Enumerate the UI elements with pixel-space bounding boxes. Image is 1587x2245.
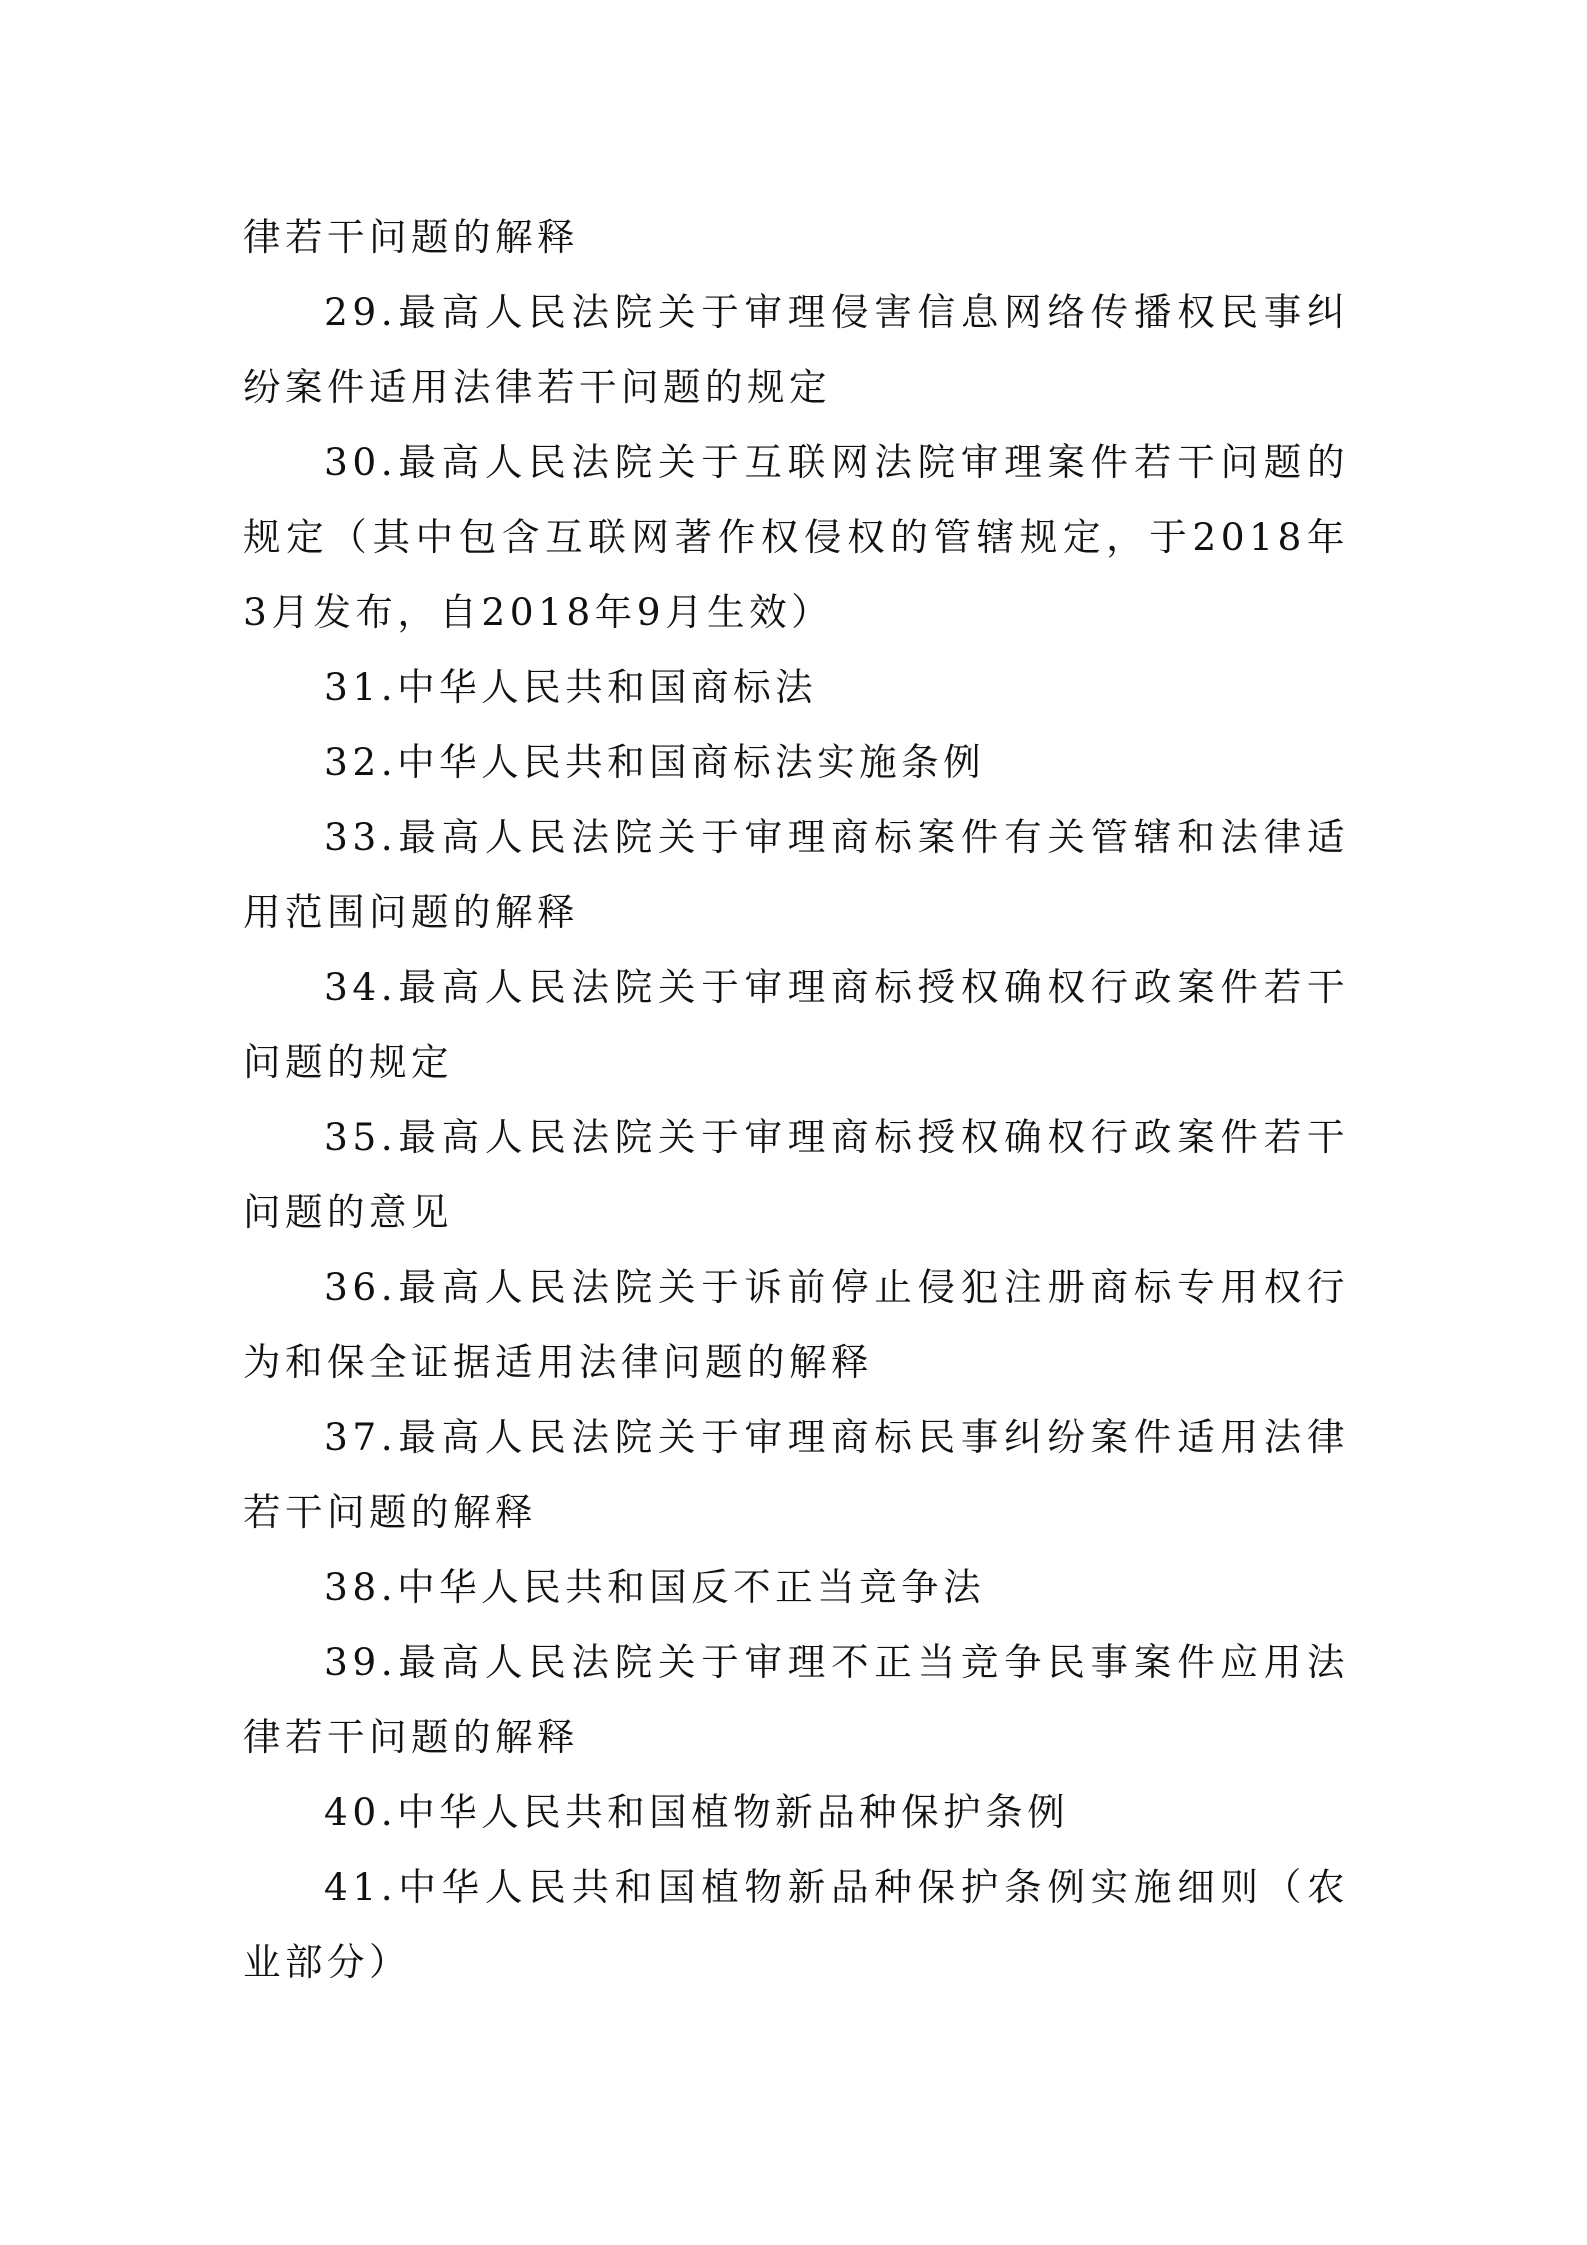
list-item-34: 34.最高人民法院关于审理商标授权确权行政案件若干问题的规定 [243, 965, 1349, 1084]
list-item-32: 32.中华人民共和国商标法实施条例 [324, 740, 986, 784]
list-item-29: 29.最高人民法院关于审理侵害信息网络传播权民事纠纷案件适用法律若干问题的规定 [243, 290, 1349, 409]
list-item-37: 37.最高人民法院关于审理商标民事纠纷案件适用法律若干问题的解释 [243, 1415, 1349, 1534]
list-item-39: 39.最高人民法院关于审理不正当竞争民事案件应用法律若干问题的解释 [243, 1640, 1349, 1759]
list-item-33: 33.最高人民法院关于审理商标案件有关管辖和法律适用范围问题的解释 [243, 815, 1349, 934]
list-item-36: 36.最高人民法院关于诉前停止侵犯注册商标专用权行为和保全证据适用法律问题的解释 [243, 1265, 1349, 1384]
list-item-41: 41.中华人民共和国植物新品种保护条例实施细则（农业部分） [243, 1865, 1349, 1984]
list-item-31: 31.中华人民共和国商标法 [324, 665, 818, 709]
list-item-30: 30.最高人民法院关于互联网法院审理案件若干问题的规定（其中包含互联网著作权侵权的管辖规定，于2018年3月发布，自2018年9月生效） [243, 440, 1349, 634]
list-item-35: 35.最高人民法院关于审理商标授权确权行政案件若干问题的意见 [243, 1115, 1349, 1234]
paragraph-continuation: 律若干问题的解释 [243, 215, 579, 259]
document-body [243, 200, 1349, 2000]
list-item-38: 38.中华人民共和国反不正当竞争法 [324, 1565, 986, 1609]
list-item-40: 40.中华人民共和国植物新品种保护条例 [324, 1790, 1070, 1834]
